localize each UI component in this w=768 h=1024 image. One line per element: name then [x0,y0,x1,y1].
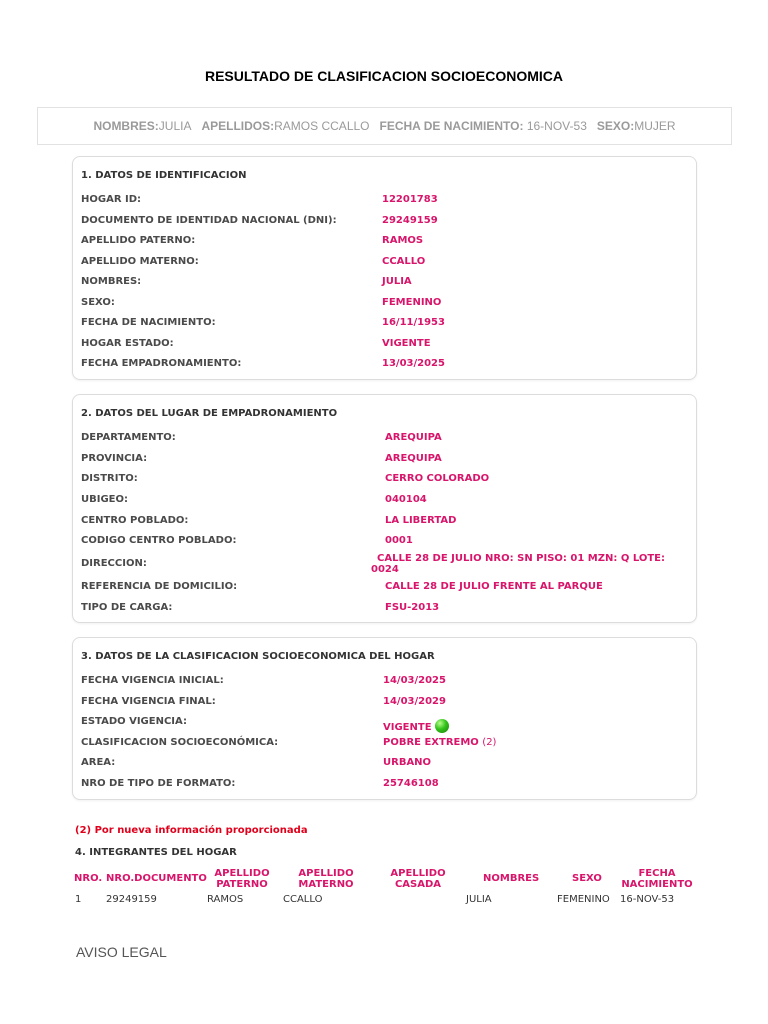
estado-vigencia-value [383,719,449,733]
row-value: 14/03/2025 [383,675,446,686]
footnote-marker: (2) [482,737,497,748]
row-value: JULIA [382,276,412,287]
row-label: ESTADO VIGENCIA: [81,716,187,727]
integrantes-title: 4. INTEGRANTES DEL HOGAR [75,847,237,858]
sexo-value: MUJER [634,119,676,133]
row-label: REFERENCIA DE DOMICILIO: [81,581,238,592]
page-title: RESULTADO DE CLASIFICACION SOCIOECONOMICA [204,68,564,84]
row-value: 25746108 [383,778,439,789]
row-label: DEPARTAMENTO: [81,432,176,443]
th-sexo: SEXO [572,873,602,884]
nombres-value: JULIA [158,119,192,133]
sexo-label: SEXO: [596,119,635,133]
clasificacion-value [383,737,496,748]
apellidos-label: APELLIDOS: [201,119,275,133]
row-value: 13/03/2025 [382,358,445,369]
lugar-card [72,394,697,623]
row-label: NRO DE TIPO DE FORMATO: [81,778,236,789]
row-label: DISTRITO: [81,473,138,484]
identificacion-card [72,156,697,380]
row-label: HOGAR ESTADO: [81,338,174,349]
row-value: AREQUIPA [385,453,442,464]
row-label: FECHA EMPADRONAMIENTO: [81,358,242,369]
row-value: VIGENTE [383,722,432,733]
row-label: UBIGEO: [81,494,129,505]
identificacion-title: 1. DATOS DE IDENTIFICACION [81,170,247,181]
nombres-label: NOMBRES: [93,119,159,133]
row-label: APELLIDO PATERNO: [81,235,196,246]
row-label: FECHA DE NACIMIENTO: [81,317,216,328]
row-value: 16/11/1953 [382,317,445,328]
row-value: CALLE 28 DE JULIO FRENTE AL PARQUE [385,581,603,592]
cell-nombres: JULIA [466,894,492,905]
row-label: FECHA VIGENCIA FINAL: [81,696,216,707]
th-apellido-materno [288,868,364,890]
fecha-nacimiento-label: FECHA DE NACIMIENTO: [379,119,524,133]
row-value: POBRE EXTREMO [383,737,479,748]
clasificacion-title: 3. DATOS DE LA CLASIFICACION SOCIOECONOMICA DEL HOGAR [81,651,435,662]
clasificacion-card [72,637,697,800]
cell-sexo: FEMENINO [557,894,610,905]
cell-fecha-nacimiento: 16-NOV-53 [620,894,675,905]
th-nombres: NOMBRES [483,873,540,884]
th-line: PATERNO [216,879,268,890]
row-label: CENTRO POBLADO: [81,515,189,526]
th-line: MATERNO [298,879,354,890]
th-apellido-paterno [204,868,280,890]
th-apellido-casada [380,868,456,890]
apellidos-value: RAMOS CCALLO [274,119,370,133]
th-nro: NRO. [74,873,103,884]
row-value: LA LIBERTAD [385,515,457,526]
lugar-title: 2. DATOS DEL LUGAR DE EMPADRONAMIENTO [81,408,338,419]
row-value: 12201783 [382,194,438,205]
row-label: TIPO DE CARGA: [81,602,173,613]
green-status-dot-icon [435,719,449,733]
th-line: CASADA [394,879,442,890]
row-value: 0001 [385,535,413,546]
row-value: FSU-2013 [385,602,440,613]
th-line: NACIMIENTO [621,879,693,890]
footnote-text: (2) Por nueva información proporcionada [75,825,308,836]
person-summary-bar [37,107,732,145]
row-label: AREA: [81,757,116,768]
row-label: DOCUMENTO DE IDENTIDAD NACIONAL (DNI): [81,215,337,226]
direccion-line1: CALLE 28 DE JULIO NRO: SN PISO: 01 MZN: Q LOTE: [377,553,665,564]
row-label: NOMBRES: [81,276,142,287]
row-value: URBANO [383,757,432,768]
cell-documento: 29249159 [106,894,157,905]
row-value: VIGENTE [382,338,431,349]
cell-apellido-paterno: RAMOS [207,894,244,905]
row-label: DIRECCION: [81,558,147,569]
row-label: CODIGO CENTRO POBLADO: [81,535,237,546]
row-value: 14/03/2029 [383,696,446,707]
row-value: CERRO COLORADO [385,473,490,484]
th-line: APELLIDO [298,868,354,879]
row-value: 040104 [385,494,427,505]
row-label: APELLIDO MATERNO: [81,256,199,267]
cell-apellido-materno: CCALLO [283,894,323,905]
row-value: FEMENINO [382,297,442,308]
row-label: FECHA VIGENCIA INICIAL: [81,675,224,686]
row-value: RAMOS [382,235,424,246]
th-documento: NRO.DOCUMENTO [106,873,207,884]
row-label: HOGAR ID: [81,194,142,205]
th-line: APELLIDO [214,868,270,879]
row-label: PROVINCIA: [81,453,148,464]
th-line: APELLIDO [390,868,446,879]
direccion-line2: 0024 [371,564,399,575]
th-fecha-nacimiento [617,868,697,890]
th-line: FECHA [638,868,676,879]
aviso-legal-link[interactable]: AVISO LEGAL [76,944,167,960]
row-value: CCALLO [382,256,426,267]
row-label: CLASIFICACION SOCIOECONÓMICA: [81,737,279,748]
row-label: SEXO: [81,297,115,308]
cell-nro: 1 [75,894,82,905]
row-value: AREQUIPA [385,432,442,443]
fecha-nacimiento-value: 16-NOV-53 [523,119,587,133]
row-value: 29249159 [382,215,438,226]
